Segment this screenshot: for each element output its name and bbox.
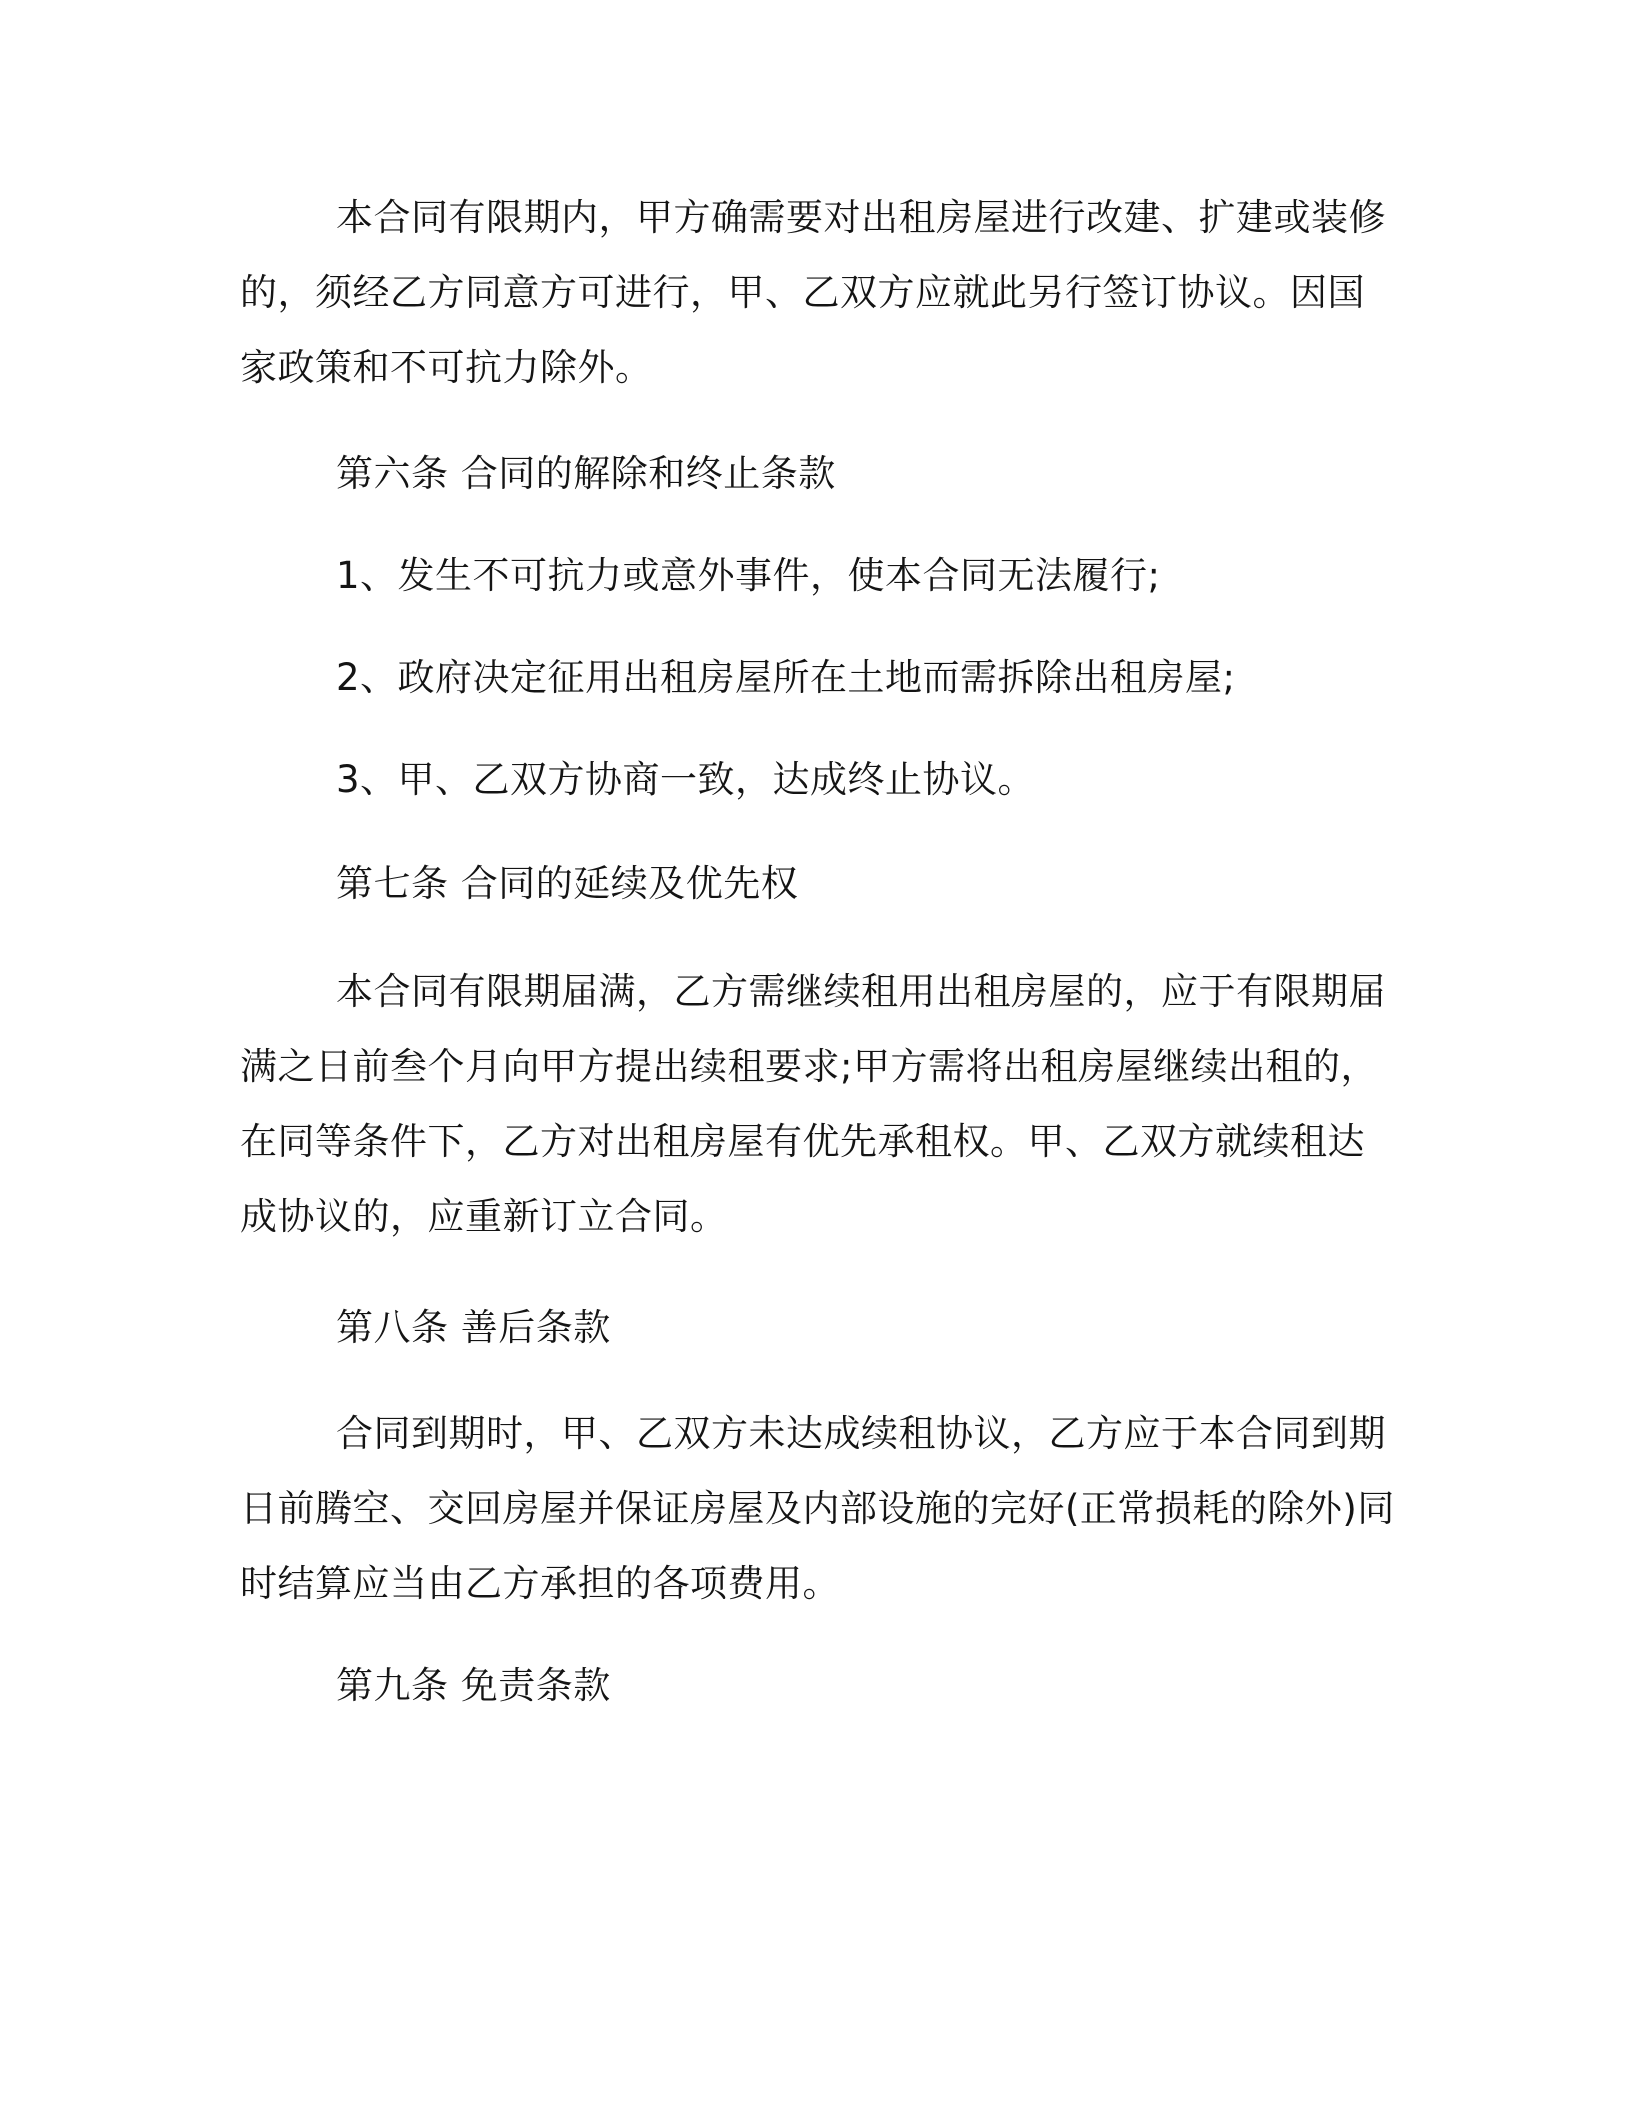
paragraph-line: 的，须经乙方同意方可进行，甲、乙双方应就此另行签订协议。因国 [240, 271, 1365, 314]
paragraph-renovation [240, 180, 1386, 405]
paragraph-line: 时结算应当由乙方承担的各项费用。 [240, 1562, 840, 1605]
paragraph-line: 满之日前叁个月向甲方提出续租要求;甲方需将出租房屋继续出租的， [240, 1045, 1378, 1088]
article-6-heading: 第六条 合同的解除和终止条款 [336, 452, 836, 495]
paragraph-line: 日前腾空、交回房屋并保证房屋及内部设施的完好(正常损耗的除外)同 [240, 1487, 1395, 1530]
article-6-item-3: 3、甲、乙双方协商一致，达成终止协议。 [336, 758, 1036, 801]
article-7-paragraph [240, 954, 1386, 1254]
article-7-heading: 第七条 合同的延续及优先权 [336, 862, 799, 905]
paragraph-line: 成协议的，应重新订立合同。 [240, 1195, 728, 1238]
paragraph-line: 合同到期时，甲、乙双方未达成续租协议，乙方应于本合同到期 [336, 1412, 1386, 1455]
article-8-heading: 第八条 善后条款 [336, 1306, 611, 1349]
paragraph-line: 本合同有限期届满，乙方需继续租用出租房屋的，应于有限期届 [336, 970, 1386, 1013]
article-6-item-2: 2、政府决定征用出租房屋所在土地而需拆除出租房屋; [336, 656, 1236, 699]
article-9-heading: 第九条 免责条款 [336, 1664, 611, 1707]
article-6-item-1: 1、发生不可抗力或意外事件，使本合同无法履行; [336, 554, 1161, 597]
paragraph-line: 本合同有限期内，甲方确需要对出租房屋进行改建、扩建或装修 [336, 196, 1386, 239]
paragraph-line: 在同等条件下，乙方对出租房屋有优先承租权。甲、乙双方就续租达 [240, 1120, 1365, 1163]
paragraph-line: 家政策和不可抗力除外。 [240, 346, 653, 389]
article-8-paragraph [240, 1396, 1395, 1621]
